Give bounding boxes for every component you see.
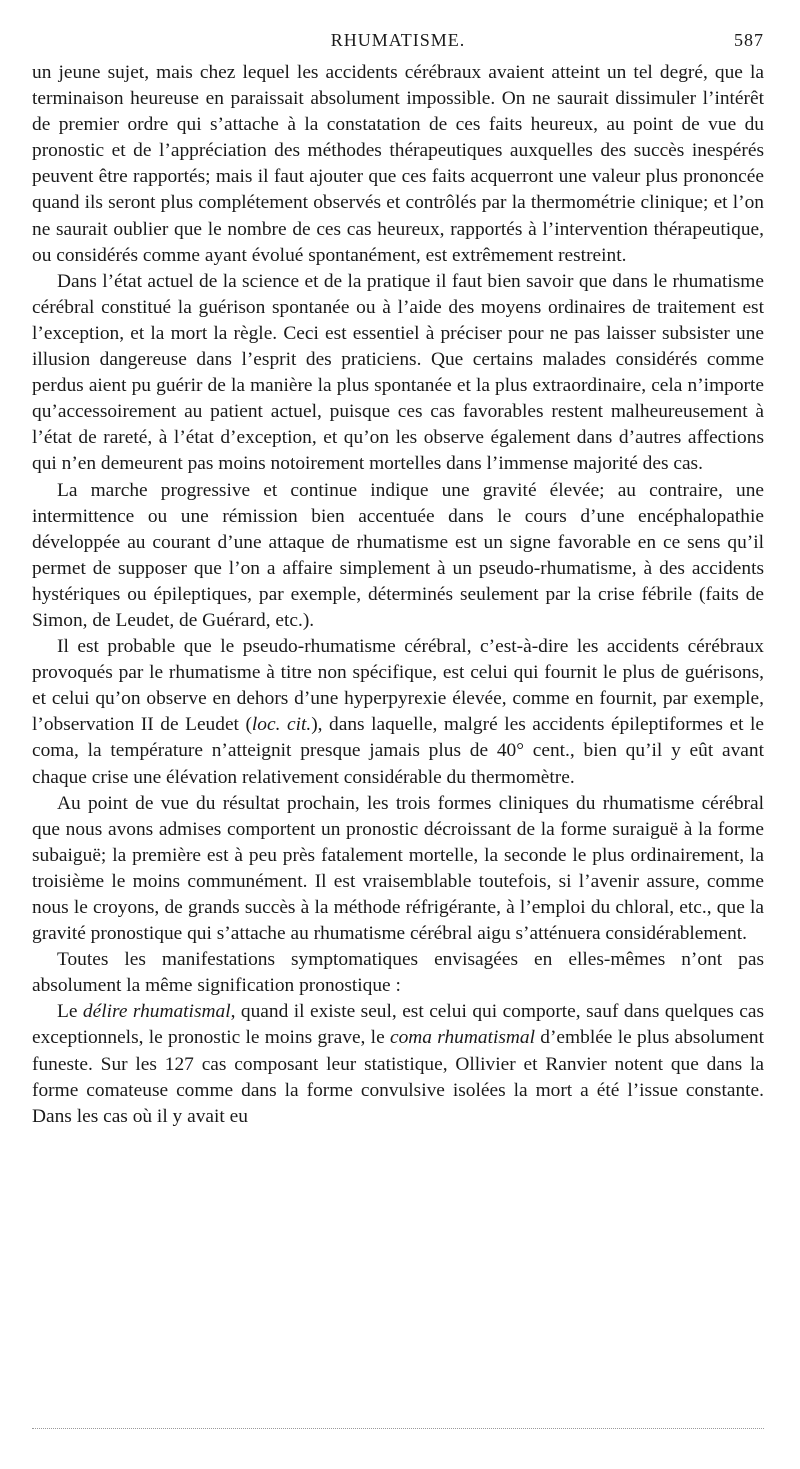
text-run: Toutes les manifestations symptomatiques envisagées en elles-mêmes n’ont pas absolument la même signification pronostique : [32, 949, 764, 997]
paragraph-4 [32, 634, 764, 791]
running-title: RHUMATISME. [330, 30, 466, 50]
paragraph-3 [32, 478, 764, 635]
body-text [32, 60, 764, 1130]
paragraph-2 [32, 269, 764, 478]
paragraph-1 [32, 60, 764, 269]
italic-term: loc. cit. [251, 714, 312, 736]
text-run: Dans l’état actuel de la science et de la pratique il faut bien savoir que dans le rhumatisme cérébral constitué la guérison spontanée ou à l’aide des moyens ordinaires de traitement est l’exception, et la mort la règle. Ceci est essentiel à préciser pour ne pas laisser subsister une illusion dangereuse dans l’esprit des praticiens. Que certains malades considérés comme perdus aient pu guérir de la manière la plus spontanée et la plus extraordinaire, cela n’importe qu’accessoirement au patient actuel, puisque ces cas favorables restent malheureusement à l’état de rareté, à l’état d’exception, et qu’on les observe également dans d’autres affections qui n’en demeurent pas moins notoirement mortelles dans l’immense majorité des cas. [32, 270, 764, 475]
page-header [32, 30, 764, 60]
text-run: La marche progressive et continue indique une gravité élevée; au contraire, une intermittence ou une rémission bien accentuée dans le cours d’une encéphalopathie développée au courant d’une attaque de rhumatisme est un signe favorable en ce sens qu’il permet de supposer que l’on a affaire simplement à un pseudo-rhumatisme, à des accidents hystériques ou épileptiques, par exemple, déterminés seulement par la crise fébrile (faits de Simon, de Leudet, de Guérard, etc.). [32, 479, 764, 631]
italic-term: délire rhumatismal [82, 1001, 231, 1023]
text-run: d’emblée le plus absolument funeste. Sur les 127 cas composant leur statistique, Ollivier et Ranvier notent que dans la forme comateuse comme dans la forme convulsive isolées la mort a été l’issue constante. Dans les cas où il y avait eu [32, 1027, 765, 1127]
text-run: Il est probable que le pseudo-rhumatisme cérébral, c’est-à-dire les accidents cérébraux provoqués par le rhumatisme à titre non spécifique, est celui qui fournit le plus de guérisons, et celui qu’on observe en dehors d’une hyperpyrexie élevée, comme en fournit, par exemple, l’observation II de Leudet ( [32, 636, 764, 736]
page-number: 587 [734, 30, 764, 50]
paragraph-5 [32, 791, 764, 948]
text-run: un jeune sujet, mais chez lequel les accidents cérébraux avaient atteint un tel degré, que la terminaison heureuse en paraissait absolument impossible. On ne saurait dissimuler l’intérêt de premier ordre qui s’attache à la constatation de ces faits heureux, au point de vue du pronostic et de l’appréciation des méthodes thérapeutiques auxquelles des succès inespérés peuvent être rapportés; mais il faut ajouter que ces faits acquerront une valeur plus prononcée quand ils seront plus complétement observés et contrôlés par la thermométrie clinique; et l’on ne saurait oublier que le nombre de ces cas heureux, rapportés à l’intervention thérapeutique, ou considérés comme ayant évolué spontanément, est extrêmement restreint. [32, 62, 764, 266]
book-page [32, 30, 764, 1130]
text-run: Le [57, 1001, 83, 1023]
text-run: Au point de vue du résultat prochain, les trois formes cliniques du rhumatisme cérébral que nous avons admises comportent un pronostic décroissant de la forme suraiguë à la forme subaiguë; la première est à peu près fatalement mortelle, la seconde le plus ordinairement, la troisième le moins communément. Il est vraisemblable toutefois, si l’avenir assure, comme nous le croyons, de grands succès à la méthode réfrigérante, à l’emploi du chloral, etc., que la gravité pronostique qui s’attache au rhumatisme cérébral aigu s’atténuera considérablement. [32, 792, 764, 945]
text-run: , quand il existe seul, est celui qui comporte, sauf dans quelques cas exceptionnels, le pronostic le moins grave, le [32, 1001, 764, 1049]
paragraph-7 [32, 999, 764, 1129]
footer-rule [32, 1428, 764, 1429]
paragraph-6 [32, 947, 764, 999]
text-run: ), dans laquelle, malgré les accidents épileptiformes et le coma, la température n’atteignit presque jamais plus de 40° cent., bien qu’il y eût avant chaque crise une élévation relativement considérable du thermomètre. [32, 714, 764, 788]
italic-term: coma rhumatismal [389, 1027, 535, 1049]
